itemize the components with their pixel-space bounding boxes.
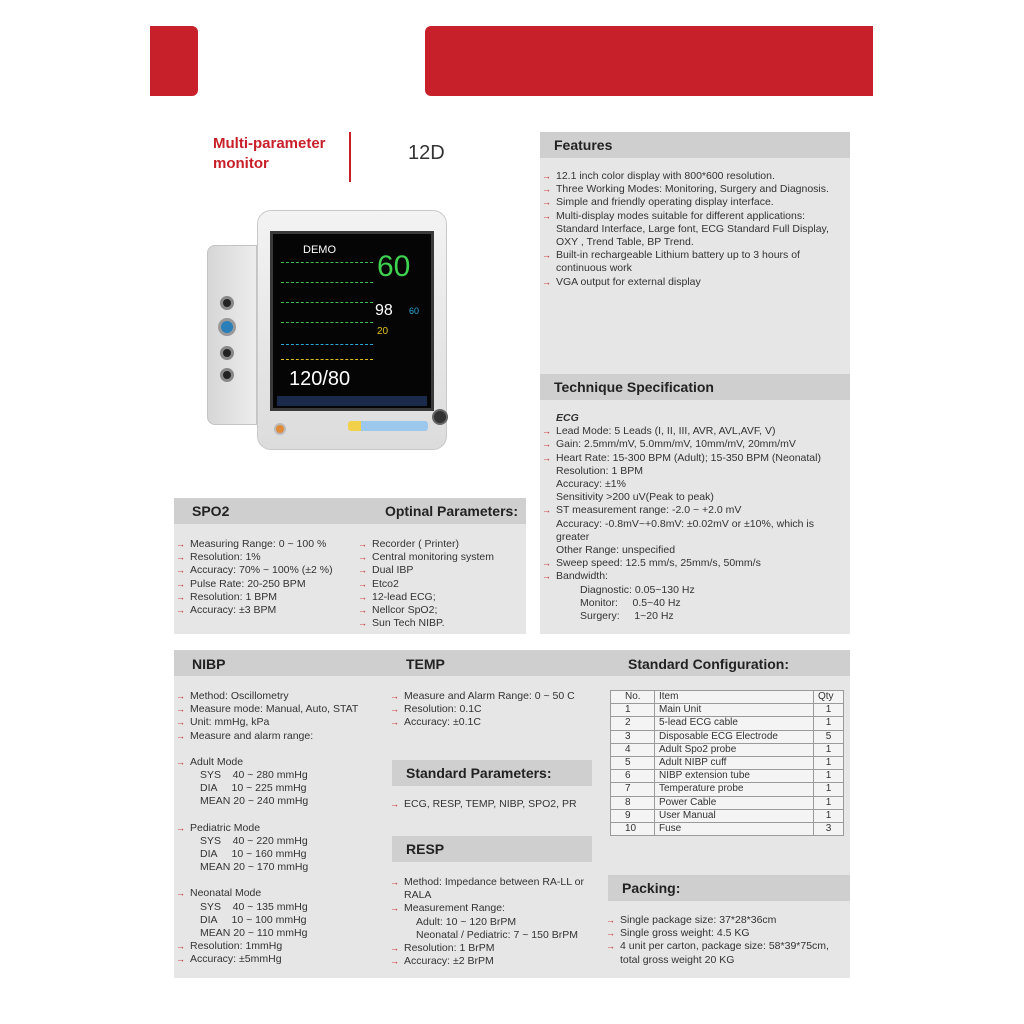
list-item: MEAN 20 ~ 110 mmHg — [200, 927, 308, 940]
list-item: → Central monitoring system — [358, 551, 524, 564]
standard-params-list — [390, 798, 594, 811]
optional-heading: Optinal Parameters: — [384, 503, 518, 519]
table-cell: 1 — [814, 809, 844, 822]
technique-panel — [540, 374, 850, 634]
table-row — [611, 743, 844, 756]
model-number: 12D — [408, 142, 445, 164]
table-cell: Disposable ECG Electrode — [655, 730, 814, 743]
list-item: → Resolution: 1mmHg — [176, 940, 386, 953]
list-item: → Nellcor SpO2; — [358, 604, 524, 617]
table-header-cell: Item — [655, 691, 814, 704]
nibp-heading: NIBP — [192, 656, 226, 672]
bottom-panel — [174, 650, 850, 978]
list-item: → Sweep speed: 12.5 mm/s, 25mm/s, 50mm/s — [542, 557, 844, 570]
product-title — [213, 134, 326, 174]
spo2-panel — [174, 498, 526, 634]
list-item: → 12.1 inch color display with 800*600 resolution. — [542, 170, 844, 183]
list-item: → Dual IBP — [358, 564, 524, 577]
config-table — [610, 690, 844, 836]
technique-list — [542, 412, 844, 623]
list-item: → Resolution: 1% — [176, 551, 352, 564]
list-item: Neonatal / Pediatric: 7 ~ 150 BrPM — [416, 928, 578, 941]
list-item: → Measure mode: Manual, Auto, STAT — [176, 703, 386, 716]
table-cell: Main Unit — [655, 704, 814, 717]
list-item: → ECG, RESP, TEMP, NIBP, SPO2, PR — [390, 798, 594, 811]
list-item: → Measure and alarm range: — [176, 730, 386, 743]
device-screen — [270, 231, 434, 411]
table-cell: 5 — [611, 756, 655, 769]
table-cell: 1 — [814, 796, 844, 809]
spacer — [176, 874, 386, 887]
list-item: → Accuracy: ±2 BrPM — [390, 955, 590, 968]
resp-list — [390, 876, 590, 968]
table-cell: 3 — [814, 822, 844, 835]
list-item: → VGA output for external display — [542, 276, 844, 289]
table-cell: NIBP extension tube — [655, 770, 814, 783]
list-item: → Multi-display modes suitable for different applications: Standard Interface, Large font, ECG Standard Full Display, OXY , Trend Table, BP Trend. — [542, 210, 844, 250]
table-cell: User Manual — [655, 809, 814, 822]
connector-icon — [218, 318, 236, 336]
table-cell: Adult Spo2 probe — [655, 743, 814, 756]
table-header-cell: Qty — [814, 691, 844, 704]
list-item: → Accuracy: ±0.1C — [390, 716, 594, 729]
list-item: Accuracy: ±1% — [556, 478, 626, 491]
table-row — [611, 717, 844, 730]
list-item: → Resolution: 0.1C — [390, 703, 594, 716]
table-cell: 5 — [814, 730, 844, 743]
device-side-panel — [207, 245, 257, 425]
table-cell: 1 — [814, 783, 844, 796]
screen-resp-value: 20 — [377, 326, 389, 337]
spo2-heading: SPO2 — [192, 503, 230, 519]
list-item: Diagnostic: 0.05~130 Hz — [580, 583, 695, 596]
screen-hr-value: 60 — [377, 250, 411, 283]
monitor-device-image — [205, 205, 455, 460]
list-item: → Adult Mode — [176, 756, 386, 769]
optional-list — [358, 538, 524, 630]
list-item: → Gain: 2.5mm/mV, 5.0mm/mV, 10mm/mV, 20mm/mV — [542, 438, 844, 451]
list-item: → Heart Rate: 15-300 BPM (Adult); 15-350 BPM (Neonatal) — [542, 452, 844, 465]
table-cell: 1 — [814, 756, 844, 769]
table-row — [611, 809, 844, 822]
spacer — [176, 809, 386, 822]
list-item: Adult: 10 ~ 120 BrPM — [416, 915, 517, 928]
list-item: Surgery: 1~20 Hz — [580, 610, 674, 623]
packing-heading: Packing: — [608, 875, 850, 901]
table-row — [611, 730, 844, 743]
rotary-knob — [432, 409, 448, 425]
list-item: DIA 10 ~ 100 mmHg — [200, 913, 307, 926]
config-heading: Standard Configuration: — [628, 656, 789, 672]
list-item: → Measure and Alarm Range: 0 ~ 50 C — [390, 690, 594, 703]
table-cell: 9 — [611, 809, 655, 822]
nibp-list — [176, 690, 386, 967]
resp-heading: RESP — [392, 836, 592, 862]
list-item: DIA 10 ~ 160 mmHg — [200, 848, 307, 861]
product-title-line1: Multi-parameter — [213, 135, 326, 152]
table-cell: 3 — [611, 730, 655, 743]
connector-icon — [220, 346, 234, 360]
spo2-list — [176, 538, 352, 617]
screen-nibp-value: 120/80 — [289, 368, 351, 390]
list-item: → Measuring Range: 0 ~ 100 % — [176, 538, 352, 551]
list-item: → Three Working Modes: Monitoring, Surgery and Diagnosis. — [542, 183, 844, 196]
table-cell: Adult NIBP cuff — [655, 756, 814, 769]
table-cell: 6 — [611, 770, 655, 783]
table-header-cell: No. — [611, 691, 655, 704]
screen-demo-label: DEMO — [303, 244, 336, 256]
screen-pr-value: 60 — [409, 306, 420, 316]
table-row — [611, 822, 844, 835]
table-cell: 7 — [611, 783, 655, 796]
table-row — [611, 756, 844, 769]
spacer — [176, 743, 386, 756]
device-front — [257, 210, 447, 450]
ecg-wave — [281, 322, 373, 323]
list-item: → Sun Tech NIBP. — [358, 617, 524, 630]
table-cell: 1 — [814, 717, 844, 730]
spo2-header-bar — [174, 498, 526, 524]
list-item: → Accuracy: ±5mmHg — [176, 953, 386, 966]
table-cell: Temperature probe — [655, 783, 814, 796]
table-cell: 5-lead ECG cable — [655, 717, 814, 730]
list-item: SYS 40 ~ 220 mmHg — [200, 834, 308, 847]
list-item: → Single package size: 37*28*36cm — [606, 914, 846, 927]
connector-icon — [220, 296, 234, 310]
features-list — [542, 170, 844, 289]
list-item: → Bandwidth: — [542, 570, 844, 583]
table-cell: 1 — [814, 704, 844, 717]
table-row — [611, 704, 844, 717]
list-item: SYS 40 ~ 280 mmHg — [200, 769, 308, 782]
list-item: → Single gross weight: 4.5 KG — [606, 927, 846, 940]
table-cell: 4 — [611, 743, 655, 756]
packing-list — [606, 914, 846, 967]
table-cell: 1 — [814, 770, 844, 783]
list-item: → Measurement Range: — [390, 902, 590, 915]
list-item: → Lead Mode: 5 Leads (I, II, III, AVR, AVL,AVF, V) — [542, 425, 844, 438]
table-header-row — [611, 691, 844, 704]
banner-right-block — [425, 26, 873, 96]
temp-heading: TEMP — [406, 656, 445, 672]
table-cell: 8 — [611, 796, 655, 809]
list-item: → 12-lead ECG; — [358, 591, 524, 604]
banner-left-block — [150, 26, 198, 96]
front-keypad — [348, 421, 428, 431]
list-item: → Pulse Rate: 20-250 BPM — [176, 578, 352, 591]
list-item: → Simple and friendly operating display interface. — [542, 196, 844, 209]
table-row — [611, 770, 844, 783]
title-divider — [349, 132, 351, 182]
list-item: → Resolution: 1 BPM — [176, 591, 352, 604]
spo2-wave — [281, 344, 373, 345]
table-cell: 1 — [611, 704, 655, 717]
product-title-line2: monitor — [213, 155, 269, 172]
technique-heading: Technique Specification — [540, 374, 850, 400]
list-item: → Resolution: 1 BrPM — [390, 942, 590, 955]
list-item: Other Range: unspecified — [556, 544, 676, 557]
table-cell: 2 — [611, 717, 655, 730]
list-item: → Unit: mmHg, kPa — [176, 716, 386, 729]
table-cell: Power Cable — [655, 796, 814, 809]
list-item: Resolution: 1 BPM — [556, 464, 643, 477]
standard-params-heading: Standard Parameters: — [392, 760, 592, 786]
list-item: → Accuracy: ±3 BPM — [176, 604, 352, 617]
ecg-wave — [281, 282, 373, 283]
list-item: → Method: Impedance between RA-LL or RALA — [390, 876, 590, 902]
list-item: Monitor: 0.5~40 Hz — [580, 596, 681, 609]
screen-spo2-value: 98 — [375, 302, 393, 319]
list-item: → Accuracy: 70% ~ 100% (±2 %) — [176, 564, 352, 577]
list-item: Accuracy: -0.8mV~+0.8mV: ±0.02mV or ±10%, which is greater — [556, 517, 814, 543]
list-item: SYS 40 ~ 135 mmHg — [200, 900, 308, 913]
list-item: → Neonatal Mode — [176, 887, 386, 900]
connector-icon — [220, 368, 234, 382]
list-item: DIA 10 ~ 225 mmHg — [200, 782, 307, 795]
table-cell: 10 — [611, 822, 655, 835]
resp-wave — [281, 359, 373, 360]
list-item: → 4 unit per carton, package size: 58*39*75cm, total gross weight 20 KG — [606, 940, 846, 966]
list-item: → ST measurement range: -2.0 ~ +2.0 mV — [542, 504, 844, 517]
table-cell: Fuse — [655, 822, 814, 835]
ecg-label: ECG — [556, 412, 579, 424]
temp-list — [390, 690, 594, 730]
screen-softkey-bar — [277, 396, 427, 406]
features-panel — [540, 132, 850, 374]
list-item: Sensitivity >200 uV(Peak to peak) — [556, 491, 714, 504]
list-item: → Etco2 — [358, 578, 524, 591]
table-row — [611, 783, 844, 796]
list-item: → Recorder ( Printer) — [358, 538, 524, 551]
ecg-wave — [281, 262, 373, 263]
power-button — [274, 423, 286, 435]
ecg-wave — [281, 302, 373, 303]
list-item: → Pediatric Mode — [176, 822, 386, 835]
list-item: → Built-in rechargeable Lithium battery up to 3 hours of continuous work — [542, 249, 844, 275]
list-item: MEAN 20 ~ 170 mmHg — [200, 861, 309, 874]
features-heading: Features — [540, 132, 850, 158]
table-row — [611, 796, 844, 809]
table-cell: 1 — [814, 743, 844, 756]
list-item: → Method: Oscillometry — [176, 690, 386, 703]
list-item: MEAN 20 ~ 240 mmHg — [200, 795, 309, 808]
